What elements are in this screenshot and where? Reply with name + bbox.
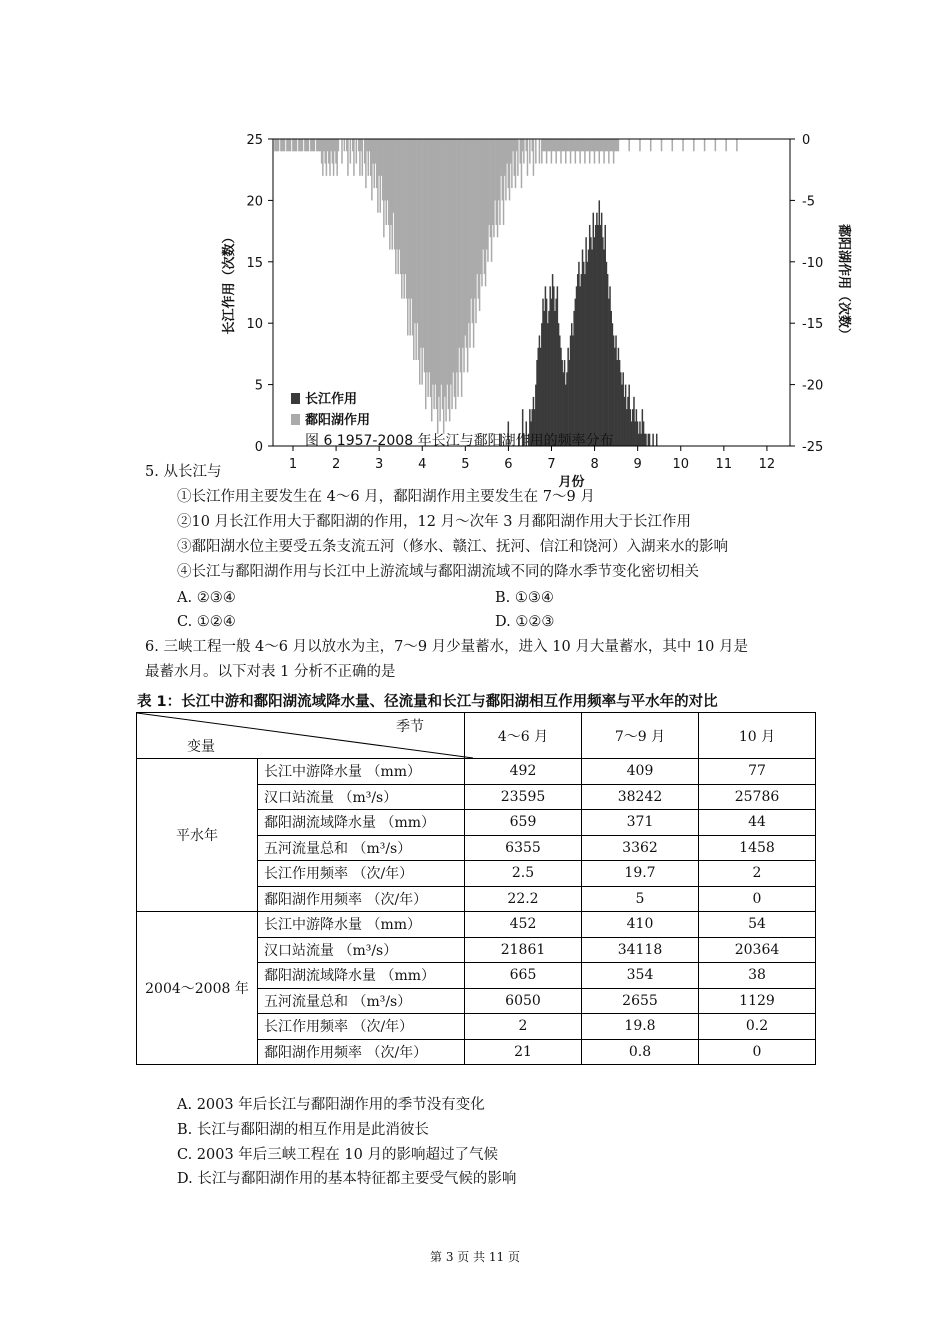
table-cell: 354: [582, 963, 699, 989]
poyang-bar: [296, 139, 297, 151]
poyang-bar: [527, 139, 528, 176]
variable-label: 鄱阳湖作用频率 （次/年）: [258, 886, 465, 912]
legend-label-yangtze: 长江作用: [305, 392, 358, 407]
poyang-bar: [356, 139, 357, 164]
x-tick-label: 10: [672, 457, 690, 472]
table-cell: 19.8: [582, 1014, 699, 1040]
variable-label: 鄱阳湖流域降水量 （mm）: [258, 963, 465, 989]
table-cell: 0.2: [699, 1014, 816, 1040]
poyang-bar: [278, 139, 279, 151]
x-tick-label: 7: [547, 457, 556, 472]
right-tick-label: 0: [802, 133, 811, 148]
q5-statement-3: ③鄱阳湖水位主要受五条支流五河（修水、赣江、抚河、信江和饶河）入湖来水的影响: [177, 539, 728, 555]
table-row: [137, 912, 816, 938]
variable-label: 长江中游降水量 （mm）: [258, 912, 465, 938]
table-cell: 22.2: [465, 886, 582, 912]
q6-option-a: A. 2003 年后长江与鄱阳湖作用的季节没有变化: [177, 1097, 485, 1113]
table-cell: 665: [465, 963, 582, 989]
table-cell: 371: [582, 810, 699, 836]
table-cell: 77: [699, 759, 816, 785]
chart-figure-6: [215, 125, 855, 490]
poyang-bar: [533, 139, 534, 176]
data-table: [136, 712, 816, 1065]
poyang-bar: [736, 139, 737, 151]
chart-svg: [215, 125, 855, 490]
poyang-bar: [529, 139, 530, 164]
poyang-bar: [628, 139, 629, 151]
q6-option-d: D. 长江与鄱阳湖作用的基本特征都主要受气候的影响: [177, 1171, 517, 1187]
poyang-bar: [290, 139, 291, 151]
page-footer: 第 3 页 共 11 页: [430, 1250, 520, 1264]
variable-label: 五河流量总和 （m³/s）: [258, 988, 465, 1014]
poyang-bar: [704, 139, 705, 151]
legend-swatch-yangtze: [291, 393, 300, 404]
table-cell: 2: [465, 1014, 582, 1040]
table-cell: 25786: [699, 784, 816, 810]
legend-label-poyang: 鄱阳湖作用: [305, 413, 371, 428]
q5-stem: 5. 从长江与: [145, 464, 222, 480]
table-cell: 0: [699, 886, 816, 912]
table-cell: 21: [465, 1039, 582, 1065]
x-tick-label: 12: [758, 457, 776, 472]
table-cell: 409: [582, 759, 699, 785]
table-cell: 38242: [582, 784, 699, 810]
right-tick-label: -15: [802, 317, 824, 333]
corner-label-variable: 变量: [187, 739, 215, 755]
poyang-bar: [725, 139, 726, 151]
poyang-bar: [314, 139, 315, 151]
table-title: 表 1：长江中游和鄱阳湖流域降水量、径流量和长江与鄱阳湖相互作用频率与平水年的对比: [137, 694, 718, 710]
poyang-bar: [639, 139, 640, 151]
table-cell: 6355: [465, 835, 582, 861]
poyang-bar: [362, 139, 363, 176]
table-cell: 410: [582, 912, 699, 938]
q5-statement-2: ②10 月长江作用大于鄱阳湖的作用，12 月～次年 3 月鄱阳湖作用大于长江作用: [177, 514, 692, 530]
q6-stem-line2: 最蓄水月。以下对表 1 分析不正确的是: [145, 664, 396, 680]
header-apr-jun: 4～6 月: [465, 713, 582, 759]
left-tick-label: 10: [246, 317, 263, 333]
table-cell: 452: [465, 912, 582, 938]
x-tick-label: 5: [461, 457, 470, 472]
poyang-bar: [661, 139, 662, 151]
poyang-bar: [517, 139, 518, 176]
variable-label: 长江作用频率 （次/年）: [258, 1014, 465, 1040]
x-axis-label: 月份: [558, 475, 585, 490]
q5-option-b: B. ①③④: [495, 590, 554, 606]
header-jul-sep: 7～9 月: [582, 713, 699, 759]
poyang-bar: [693, 139, 694, 151]
left-tick-label: 5: [254, 378, 263, 394]
left-tick-label: 20: [246, 194, 263, 210]
right-y-axis-label: 鄱阳湖作用（次数）: [836, 223, 851, 342]
q5-statement-4: ④长江与鄱阳湖作用与长江中上游流域与鄱阳湖流域不同的降水季节变化密切相关: [177, 564, 699, 580]
poyang-bar: [308, 139, 309, 151]
x-tick-label: 6: [504, 457, 513, 472]
right-tick-label: -5: [802, 194, 815, 210]
chart-caption: 图 6 1957-2008 年长江与鄱阳湖作用的频率分布: [305, 433, 614, 449]
x-tick-label: 2: [331, 457, 341, 472]
table-cell: 20364: [699, 937, 816, 963]
table-cell: 0: [699, 1039, 816, 1065]
table-cell: 2: [699, 861, 816, 887]
header-oct: 10 月: [699, 713, 816, 759]
variable-label: 汉口站流量 （m³/s）: [258, 937, 465, 963]
q5-option-a: A. ②③④: [177, 590, 236, 606]
poyang-bar: [539, 139, 540, 164]
corner-label-season: 季节: [396, 719, 424, 735]
table-cell: 1129: [699, 988, 816, 1014]
table-cell: 3362: [582, 835, 699, 861]
right-tick-label: -10: [802, 255, 824, 271]
row-group-label: 平水年: [137, 759, 258, 912]
table-cell: 1458: [699, 835, 816, 861]
table-cell: 21861: [465, 937, 582, 963]
poyang-bar: [682, 139, 683, 151]
poyang-bar: [650, 139, 651, 151]
x-tick-label: 11: [715, 457, 733, 472]
poyang-bar: [715, 139, 716, 151]
poyang-bar: [535, 139, 536, 164]
poyang-bar: [284, 139, 285, 151]
left-tick-label: 0: [254, 440, 263, 455]
left-tick-label: 25: [246, 133, 263, 148]
poyang-bar: [347, 139, 348, 176]
x-tick-label: 9: [633, 457, 642, 472]
variable-label: 长江中游降水量 （mm）: [258, 759, 465, 785]
x-tick-label: 1: [288, 457, 298, 472]
yangtze-bar: [645, 434, 646, 446]
right-tick-label: -25: [802, 440, 824, 455]
table-cell: 2.5: [465, 861, 582, 887]
row-group-label: 2004～2008 年: [137, 912, 258, 1065]
table-cell: 23595: [465, 784, 582, 810]
table-cell: 492: [465, 759, 582, 785]
variable-label: 鄱阳湖流域降水量 （mm）: [258, 810, 465, 836]
poyang-bar: [353, 139, 354, 176]
x-tick-label: 3: [375, 457, 384, 472]
variable-label: 鄱阳湖作用频率 （次/年）: [258, 1039, 465, 1065]
q5-statement-1: ①长江作用主要发生在 4～6 月，鄱阳湖作用主要发生在 7～9 月: [177, 489, 595, 505]
poyang-bar: [672, 139, 673, 151]
variable-label: 长江作用频率 （次/年）: [258, 861, 465, 887]
poyang-bar: [344, 139, 345, 151]
table-header-row: [137, 713, 816, 759]
legend-swatch-poyang: [291, 414, 300, 425]
poyang-bar: [302, 139, 303, 151]
x-tick-label: 4: [418, 457, 427, 472]
table-cell: 44: [699, 810, 816, 836]
table-cell: 5: [582, 886, 699, 912]
poyang-bar: [338, 139, 339, 151]
poyang-bar: [350, 139, 351, 164]
table-cell: 34118: [582, 937, 699, 963]
table-row: [137, 759, 816, 785]
yangtze-bar: [649, 434, 650, 446]
q6-option-b: B. 长江与鄱阳湖的相互作用是此消彼长: [177, 1122, 429, 1138]
table-cell: 659: [465, 810, 582, 836]
x-tick-label: 8: [590, 457, 599, 472]
yangtze-bar: [656, 434, 657, 446]
right-tick-label: -20: [802, 378, 824, 394]
table-cell: 54: [699, 912, 816, 938]
left-y-axis-label: 长江作用（次数）: [222, 230, 237, 335]
table-cell: 2655: [582, 988, 699, 1014]
q5-option-d: D. ①②③: [495, 614, 555, 630]
poyang-bar: [523, 139, 524, 164]
table-cell: 38: [699, 963, 816, 989]
table-cell: 6050: [465, 988, 582, 1014]
poyang-bar: [341, 139, 342, 164]
yangtze-bar: [652, 434, 653, 446]
q5-option-c: C. ①②④: [177, 614, 236, 630]
table-cell: 19.7: [582, 861, 699, 887]
q6-stem-line1: 6. 三峡工程一般 4～6 月以放水为主，7～9 月少量蓄水，进入 10 月大量蓄水，其中 10 月是: [145, 639, 749, 655]
variable-label: 五河流量总和 （m³/s）: [258, 835, 465, 861]
q6-option-c: C. 2003 年后三峡工程在 10 月的影响超过了气候: [177, 1147, 498, 1163]
variable-label: 汉口站流量 （m³/s）: [258, 784, 465, 810]
left-tick-label: 15: [246, 255, 263, 271]
table-corner-cell: [137, 713, 465, 759]
table-cell: 0.8: [582, 1039, 699, 1065]
poyang-bar: [618, 139, 619, 151]
